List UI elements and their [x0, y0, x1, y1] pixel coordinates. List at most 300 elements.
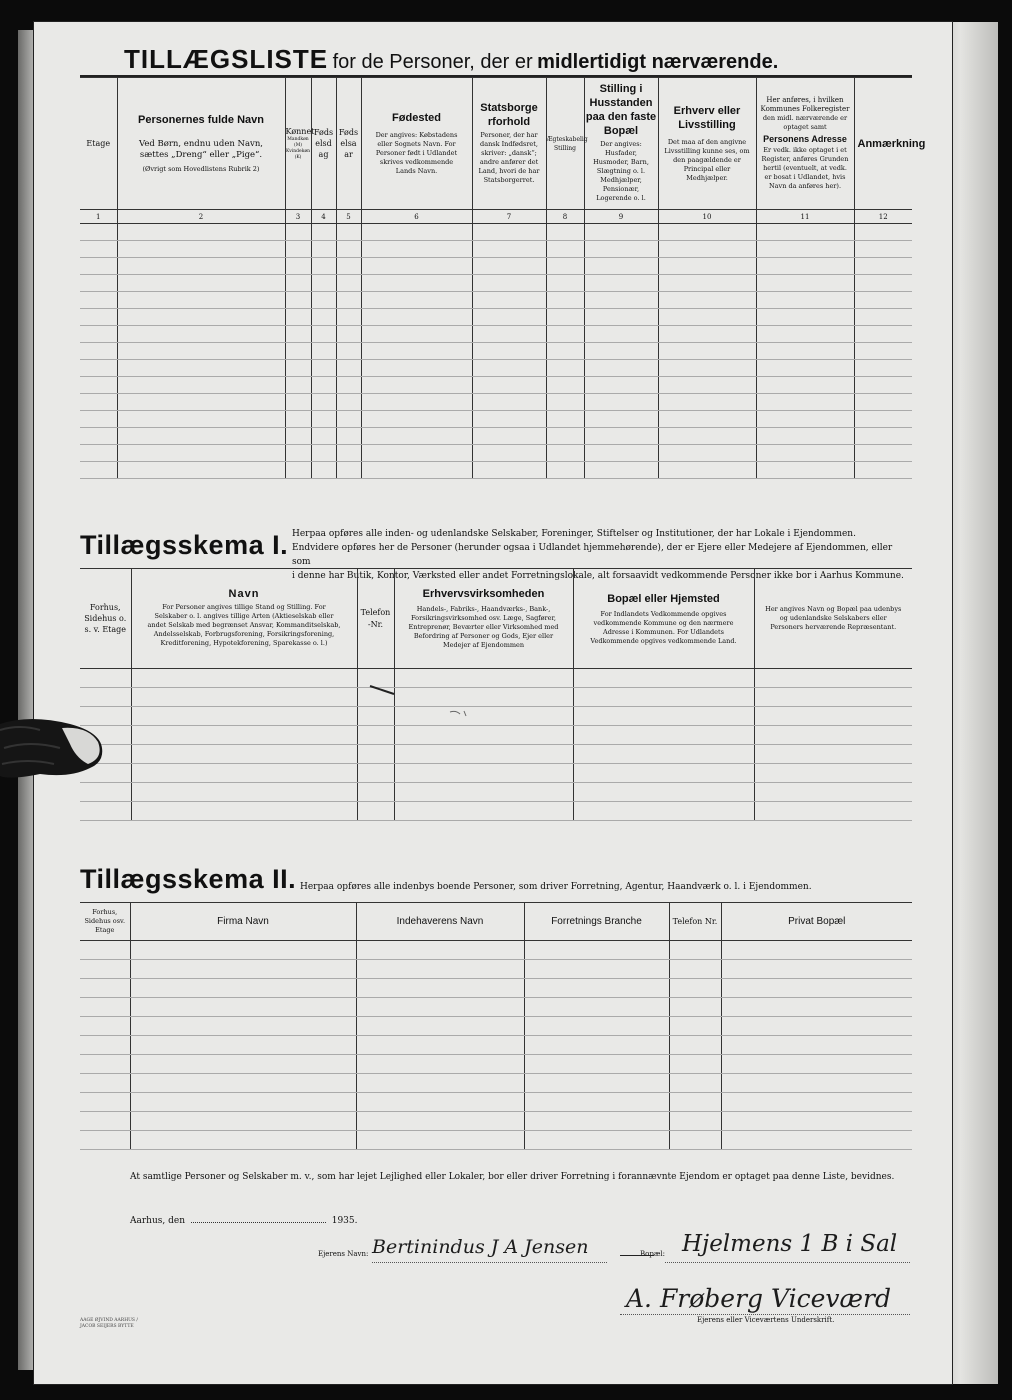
table-cell[interactable]	[546, 309, 584, 326]
table-cell[interactable]	[80, 1055, 130, 1074]
table-cell[interactable]	[546, 360, 584, 377]
table-cell[interactable]	[361, 428, 472, 445]
table-cell[interactable]	[130, 1112, 356, 1131]
skema2-col-bopael: Privat Bopæl	[721, 903, 912, 941]
table-cell[interactable]	[336, 326, 361, 343]
table-cell[interactable]	[361, 445, 472, 462]
table-cell[interactable]	[80, 292, 117, 309]
table-cell[interactable]	[80, 979, 130, 998]
table-cell[interactable]	[584, 462, 658, 479]
table-cell[interactable]	[131, 783, 357, 802]
table-cell[interactable]	[721, 979, 912, 998]
table-cell[interactable]	[356, 998, 524, 1017]
table-cell[interactable]	[546, 258, 584, 275]
table1-row	[80, 275, 912, 292]
table-cell[interactable]	[285, 224, 311, 241]
table-cell[interactable]	[311, 428, 336, 445]
table-cell[interactable]	[721, 1036, 912, 1055]
table-cell[interactable]	[721, 941, 912, 960]
table-cell[interactable]	[756, 394, 854, 411]
table-cell[interactable]	[356, 941, 524, 960]
table-cell[interactable]	[854, 462, 912, 479]
table-cell[interactable]	[472, 309, 546, 326]
table-cell[interactable]	[357, 802, 394, 821]
table-cell[interactable]	[669, 1017, 721, 1036]
table-cell[interactable]	[357, 783, 394, 802]
table-cell[interactable]	[546, 428, 584, 445]
table-cell[interactable]	[80, 802, 131, 821]
table-cell[interactable]	[854, 241, 912, 258]
table-cell[interactable]	[658, 241, 756, 258]
table-cell[interactable]	[361, 224, 472, 241]
table-cell[interactable]	[117, 445, 285, 462]
table-cell[interactable]	[80, 1036, 130, 1055]
table-cell[interactable]	[356, 1093, 524, 1112]
table-cell[interactable]	[394, 783, 573, 802]
table-cell[interactable]	[356, 979, 524, 998]
table-cell[interactable]	[669, 998, 721, 1017]
table-cell[interactable]	[336, 258, 361, 275]
col-stilling: Stilling i Husstanden paa den faste Bopæl Der angives: Husfader, Husmoder, Barn, Slægtning o. l. Medhjælper, Pensionær, Logerende o. l.	[584, 78, 658, 210]
table-cell[interactable]	[658, 258, 756, 275]
table-cell[interactable]	[80, 688, 131, 707]
table-cell[interactable]	[721, 1055, 912, 1074]
table-cell[interactable]	[472, 360, 546, 377]
table-cell[interactable]	[524, 1055, 669, 1074]
table-cell[interactable]	[854, 275, 912, 292]
table-cell[interactable]	[336, 343, 361, 360]
table-cell[interactable]	[80, 669, 131, 688]
table-cell[interactable]	[584, 377, 658, 394]
table-cell[interactable]	[394, 745, 573, 764]
table-cell[interactable]	[130, 941, 356, 960]
skema2-row	[80, 1074, 912, 1093]
table-cell[interactable]	[80, 1093, 130, 1112]
table-cell[interactable]	[721, 1131, 912, 1150]
table-cell[interactable]	[361, 377, 472, 394]
table-cell[interactable]	[361, 326, 472, 343]
table-cell[interactable]	[756, 445, 854, 462]
table-cell[interactable]	[584, 241, 658, 258]
table-cell[interactable]	[285, 445, 311, 462]
table-cell[interactable]	[658, 309, 756, 326]
table-cell[interactable]	[472, 394, 546, 411]
table-cell[interactable]	[80, 326, 117, 343]
table-cell[interactable]	[669, 960, 721, 979]
table-cell[interactable]	[285, 462, 311, 479]
table-cell[interactable]	[117, 411, 285, 428]
table-cell[interactable]	[524, 960, 669, 979]
table-cell[interactable]	[472, 428, 546, 445]
table-cell[interactable]	[472, 343, 546, 360]
table1-row	[80, 343, 912, 360]
table-cell[interactable]	[131, 688, 357, 707]
table-cell[interactable]	[80, 394, 117, 411]
table-cell[interactable]	[336, 377, 361, 394]
signature-line	[620, 1314, 910, 1315]
table-cell[interactable]	[854, 258, 912, 275]
table-cell[interactable]	[658, 445, 756, 462]
table-cell[interactable]	[854, 309, 912, 326]
table-cell[interactable]	[117, 343, 285, 360]
table-cell[interactable]	[336, 309, 361, 326]
table-cell[interactable]	[361, 275, 472, 292]
table-cell[interactable]	[311, 360, 336, 377]
table-cell[interactable]	[311, 309, 336, 326]
table-cell[interactable]	[584, 292, 658, 309]
table-cell[interactable]	[546, 445, 584, 462]
table-cell[interactable]	[669, 979, 721, 998]
table-cell[interactable]	[669, 1112, 721, 1131]
table-cell[interactable]	[311, 445, 336, 462]
table-cell[interactable]	[336, 224, 361, 241]
table-cell[interactable]	[356, 1017, 524, 1036]
table-cell[interactable]	[285, 394, 311, 411]
table-cell[interactable]	[117, 360, 285, 377]
table-cell[interactable]	[80, 445, 117, 462]
table-cell[interactable]	[311, 326, 336, 343]
table-cell[interactable]	[854, 377, 912, 394]
table-cell[interactable]	[285, 292, 311, 309]
table-cell[interactable]	[573, 707, 754, 726]
table-cell[interactable]	[130, 960, 356, 979]
table-cell[interactable]	[584, 224, 658, 241]
table-cell[interactable]	[131, 802, 357, 821]
table-cell[interactable]	[524, 1093, 669, 1112]
table-cell[interactable]	[854, 428, 912, 445]
table-cell[interactable]	[546, 224, 584, 241]
table-cell[interactable]	[117, 258, 285, 275]
table-cell[interactable]	[80, 241, 117, 258]
table-cell[interactable]	[754, 669, 912, 688]
table-cell[interactable]	[356, 1074, 524, 1093]
table-cell[interactable]	[130, 1036, 356, 1055]
table-cell[interactable]	[131, 669, 357, 688]
table-cell[interactable]	[754, 764, 912, 783]
skema1-col-erhverv: Erhvervsvirksomheden Handels-, Fabriks-, Haandværks-, Bank-, Forsikringsvirksomhed osv. Læge, Sagfører, Entreprenør, Beværter eller Virksomhed med Befordring af Personer og Gods, Ejer eller Medejer af Ejendommen	[394, 569, 573, 669]
table-cell[interactable]	[669, 1074, 721, 1093]
table-cell[interactable]	[524, 1036, 669, 1055]
table-cell[interactable]	[721, 998, 912, 1017]
table-cell[interactable]	[80, 309, 117, 326]
table-cell[interactable]	[361, 360, 472, 377]
table-cell[interactable]	[336, 241, 361, 258]
table-cell[interactable]	[117, 377, 285, 394]
table-cell[interactable]	[336, 360, 361, 377]
table-cell[interactable]	[336, 428, 361, 445]
table-cell[interactable]	[80, 258, 117, 275]
table-cell[interactable]	[80, 411, 117, 428]
table-cell[interactable]	[658, 343, 756, 360]
table-cell[interactable]	[721, 1074, 912, 1093]
table-cell[interactable]	[311, 462, 336, 479]
skema1-row	[80, 745, 912, 764]
table-cell[interactable]	[311, 258, 336, 275]
table-cell[interactable]	[658, 360, 756, 377]
table-cell[interactable]	[356, 1112, 524, 1131]
table-cell[interactable]	[80, 343, 117, 360]
table-cell[interactable]	[756, 360, 854, 377]
table-cell[interactable]	[573, 688, 754, 707]
table-cell[interactable]	[756, 241, 854, 258]
table-cell[interactable]	[311, 377, 336, 394]
table-cell[interactable]	[130, 998, 356, 1017]
table-cell[interactable]	[285, 377, 311, 394]
table-cell[interactable]	[117, 224, 285, 241]
table-cell[interactable]	[658, 428, 756, 445]
table-cell[interactable]	[584, 309, 658, 326]
table-cell[interactable]	[573, 745, 754, 764]
table-cell[interactable]	[336, 462, 361, 479]
table-cell[interactable]	[546, 394, 584, 411]
title-part-1: TILLÆGSLISTE	[124, 44, 329, 74]
table-cell[interactable]	[669, 1055, 721, 1074]
table-cell[interactable]	[524, 1112, 669, 1131]
table-cell[interactable]	[658, 292, 756, 309]
table-cell[interactable]	[756, 411, 854, 428]
col-foedested: Fødested Der angives: Købstadens eller Sognets Navn. For Personer født i Udlandet skrives vedkommende Lands Navn.	[361, 78, 472, 210]
table-cell[interactable]	[584, 258, 658, 275]
table-cell[interactable]	[546, 292, 584, 309]
table-cell[interactable]	[285, 241, 311, 258]
table-cell[interactable]	[573, 802, 754, 821]
table-cell[interactable]	[754, 745, 912, 764]
table-cell[interactable]	[80, 960, 130, 979]
table-cell[interactable]	[361, 411, 472, 428]
table-cell[interactable]	[524, 1017, 669, 1036]
table-cell[interactable]	[584, 343, 658, 360]
table-cell[interactable]	[669, 941, 721, 960]
table-cell[interactable]	[658, 411, 756, 428]
table-cell[interactable]	[573, 669, 754, 688]
table-cell[interactable]	[117, 428, 285, 445]
table-cell[interactable]	[584, 360, 658, 377]
table-cell[interactable]	[854, 292, 912, 309]
table-cell[interactable]	[472, 445, 546, 462]
table-cell[interactable]	[546, 411, 584, 428]
table-cell[interactable]	[721, 1017, 912, 1036]
table-cell[interactable]	[854, 411, 912, 428]
table-cell[interactable]	[669, 1036, 721, 1055]
table-cell[interactable]	[356, 1055, 524, 1074]
table-cell[interactable]	[357, 745, 394, 764]
table-cell[interactable]	[285, 411, 311, 428]
table-cell[interactable]	[721, 1112, 912, 1131]
table-cell[interactable]	[361, 258, 472, 275]
table-cell[interactable]	[854, 394, 912, 411]
table-cell[interactable]	[472, 326, 546, 343]
table-cell[interactable]	[311, 241, 336, 258]
table-cell[interactable]	[357, 764, 394, 783]
table-cell[interactable]	[356, 960, 524, 979]
table-cell[interactable]	[756, 224, 854, 241]
table-cell[interactable]	[336, 411, 361, 428]
table-cell[interactable]	[584, 411, 658, 428]
col-navn: Personernes fulde Navn Ved Børn, endnu uden Navn, sættes „Dreng“ eller „Pige“. (Øvrigt som Hovedlistens Rubrik 2)	[117, 78, 285, 210]
table-cell[interactable]	[285, 326, 311, 343]
table-cell[interactable]	[80, 1017, 130, 1036]
table-cell[interactable]	[285, 258, 311, 275]
col-anmaerkning: Anmærkning	[854, 78, 912, 210]
table-cell[interactable]	[546, 275, 584, 292]
table-cell[interactable]	[584, 275, 658, 292]
skema2-title: Tillægsskema II.	[80, 864, 297, 894]
table-cell[interactable]	[311, 343, 336, 360]
col-aegteskabelig: Ægteskabelig Stilling	[546, 78, 584, 210]
table-cell[interactable]	[854, 360, 912, 377]
table-cell[interactable]	[584, 394, 658, 411]
table-cell[interactable]	[472, 241, 546, 258]
table-cell[interactable]	[361, 343, 472, 360]
table-cell[interactable]	[117, 394, 285, 411]
table-cell[interactable]	[584, 326, 658, 343]
table-cell[interactable]	[80, 275, 117, 292]
table-cell[interactable]	[546, 343, 584, 360]
table-cell[interactable]	[117, 462, 285, 479]
table-cell[interactable]	[311, 411, 336, 428]
table-cell[interactable]	[130, 1017, 356, 1036]
table-cell[interactable]	[336, 394, 361, 411]
table-cell[interactable]	[754, 783, 912, 802]
table-cell[interactable]	[285, 309, 311, 326]
table-cell[interactable]	[80, 941, 130, 960]
table-cell[interactable]	[336, 292, 361, 309]
table-cell[interactable]	[721, 960, 912, 979]
skema2-row	[80, 1036, 912, 1055]
table-cell[interactable]	[669, 1093, 721, 1112]
table-cell[interactable]	[658, 377, 756, 394]
table-cell[interactable]	[754, 802, 912, 821]
table-cell[interactable]	[117, 275, 285, 292]
table-cell[interactable]	[472, 258, 546, 275]
table-cell[interactable]	[361, 462, 472, 479]
table-cell[interactable]	[524, 998, 669, 1017]
table-cell[interactable]	[546, 241, 584, 258]
table-cell[interactable]	[524, 941, 669, 960]
table-cell[interactable]	[756, 428, 854, 445]
table-cell[interactable]	[546, 462, 584, 479]
table-cell[interactable]	[472, 411, 546, 428]
table-cell[interactable]	[658, 394, 756, 411]
table-cell[interactable]	[285, 360, 311, 377]
table-cell[interactable]	[394, 764, 573, 783]
table-cell[interactable]	[361, 292, 472, 309]
table-cell[interactable]	[80, 360, 117, 377]
table-cell[interactable]	[311, 394, 336, 411]
table-cell[interactable]	[658, 326, 756, 343]
table-cell[interactable]	[311, 275, 336, 292]
table-cell[interactable]	[130, 1055, 356, 1074]
table-cell[interactable]	[573, 764, 754, 783]
table-cell[interactable]	[130, 1131, 356, 1150]
table-cell[interactable]	[130, 979, 356, 998]
table-cell[interactable]	[524, 1074, 669, 1093]
table-cell[interactable]	[756, 326, 854, 343]
table-cell[interactable]	[117, 241, 285, 258]
table-cell[interactable]	[658, 275, 756, 292]
table-cell[interactable]	[361, 241, 472, 258]
table-cell[interactable]	[756, 292, 854, 309]
table-cell[interactable]	[754, 707, 912, 726]
table-cell[interactable]	[80, 1074, 130, 1093]
table-cell[interactable]	[472, 462, 546, 479]
table-cell[interactable]	[130, 1074, 356, 1093]
table-cell[interactable]	[658, 462, 756, 479]
table-cell[interactable]	[546, 326, 584, 343]
table-cell[interactable]	[721, 1093, 912, 1112]
table-cell[interactable]	[472, 275, 546, 292]
table-cell[interactable]	[756, 275, 854, 292]
table-cell[interactable]	[472, 377, 546, 394]
table-cell[interactable]	[361, 394, 472, 411]
skema1-header-row	[80, 569, 912, 669]
table-cell[interactable]	[80, 998, 130, 1017]
table-cell[interactable]	[311, 292, 336, 309]
table-cell[interactable]	[130, 1093, 356, 1112]
table-cell[interactable]	[80, 428, 117, 445]
table-cell[interactable]	[117, 326, 285, 343]
table-cell[interactable]	[80, 1131, 130, 1150]
table-cell[interactable]	[117, 309, 285, 326]
table-cell[interactable]	[756, 377, 854, 394]
table-cell[interactable]	[756, 343, 854, 360]
table-cell[interactable]	[117, 292, 285, 309]
table-cell[interactable]	[311, 224, 336, 241]
table-cell[interactable]	[285, 275, 311, 292]
table-cell[interactable]	[756, 309, 854, 326]
table-cell[interactable]	[854, 224, 912, 241]
table-cell[interactable]	[754, 726, 912, 745]
table-cell[interactable]	[573, 783, 754, 802]
skema1-col-bopael: Bopæl eller Hjemsted For Indlandets Vedkommende opgives vedkommende Kommune og den nærmere Adresse i Kommunen. For Udlandets Vedkommende opgives vedkommende Land.	[573, 569, 754, 669]
table-cell[interactable]	[854, 326, 912, 343]
table-cell[interactable]	[756, 462, 854, 479]
skema2-row	[80, 941, 912, 960]
table-cell[interactable]	[854, 343, 912, 360]
table-cell[interactable]	[472, 292, 546, 309]
table-cell[interactable]	[394, 802, 573, 821]
table-cell[interactable]	[131, 726, 357, 745]
printer-mark: AAGE ØJVIND AARHUS / JACOB SEIJERS BYTTE	[80, 1318, 138, 1329]
table-cell[interactable]	[524, 979, 669, 998]
table-cell[interactable]	[80, 377, 117, 394]
table-cell[interactable]	[658, 224, 756, 241]
table-cell[interactable]	[80, 462, 117, 479]
table-cell[interactable]	[356, 1036, 524, 1055]
table-cell[interactable]	[573, 726, 754, 745]
table-cell[interactable]	[854, 445, 912, 462]
table-cell[interactable]	[336, 445, 361, 462]
table-cell[interactable]	[524, 1131, 669, 1150]
table-cell[interactable]	[584, 428, 658, 445]
table-cell[interactable]	[131, 764, 357, 783]
table-cell[interactable]	[361, 309, 472, 326]
table-cell[interactable]	[356, 1131, 524, 1150]
table-cell[interactable]	[131, 745, 357, 764]
table-cell[interactable]	[131, 707, 357, 726]
table-cell[interactable]	[546, 377, 584, 394]
table-cell[interactable]	[756, 258, 854, 275]
table-cell[interactable]	[584, 445, 658, 462]
table-cell[interactable]	[285, 428, 311, 445]
table-cell[interactable]	[336, 275, 361, 292]
table-cell[interactable]	[80, 224, 117, 241]
table-cell[interactable]	[80, 1112, 130, 1131]
table-cell[interactable]	[285, 343, 311, 360]
table-cell[interactable]	[754, 688, 912, 707]
table-cell[interactable]	[669, 1131, 721, 1150]
table-cell[interactable]	[472, 224, 546, 241]
